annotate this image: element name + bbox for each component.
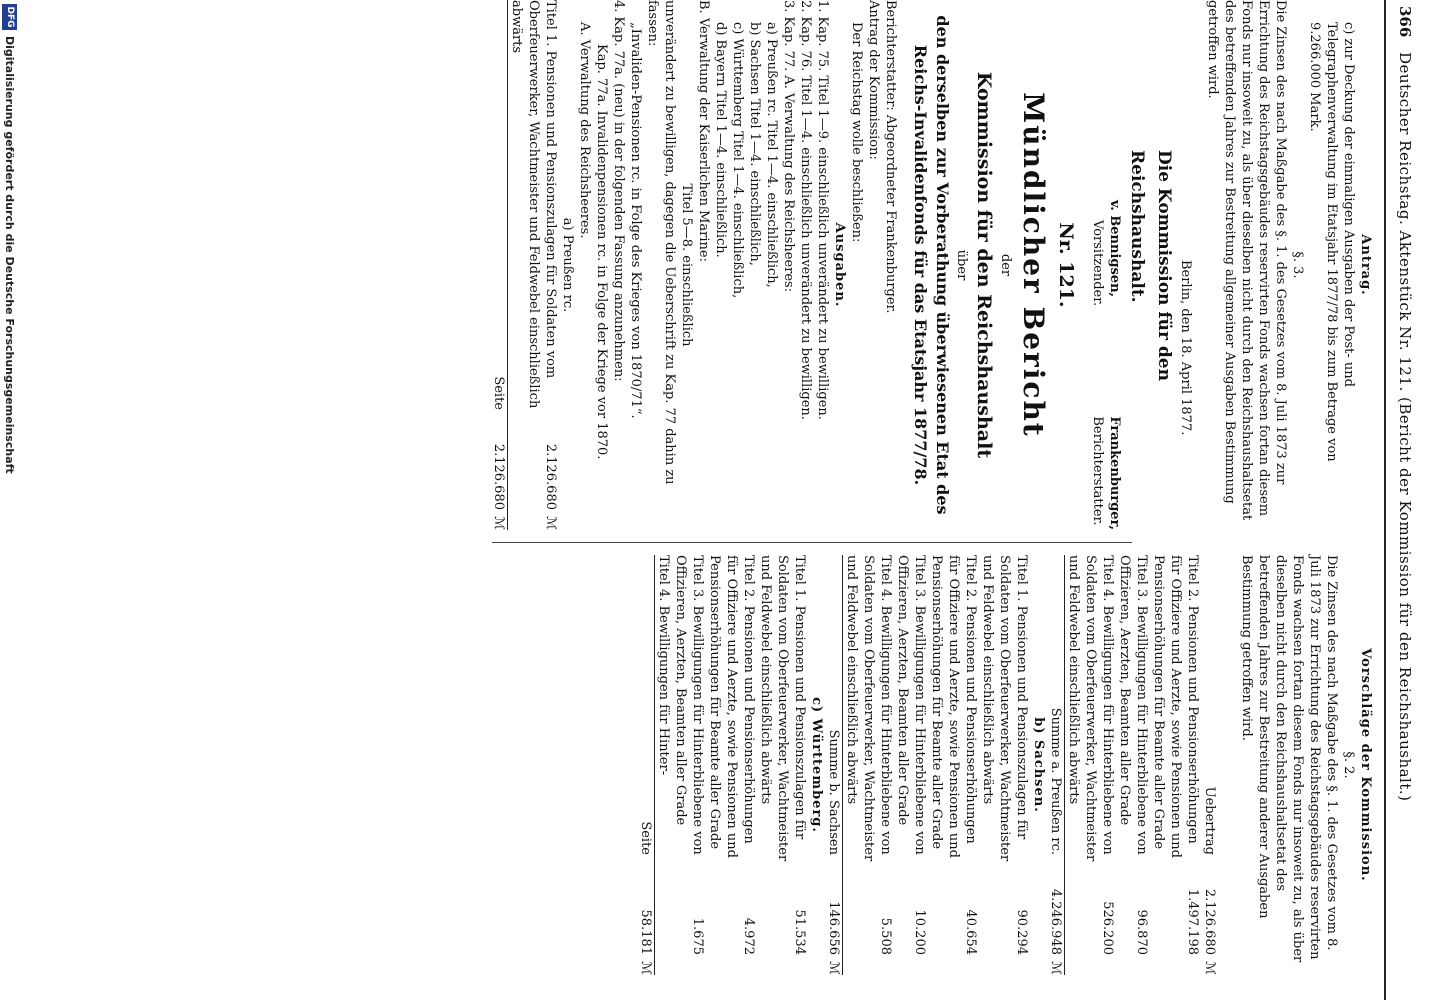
budget-entry (842, 555, 894, 975)
entry-text: Titel 2. Pensionen und Pensionserhöhungen für Offiziere und Aerzte, sowie Pensionen und Pensionserhöhungen für Beamte aller Grade (707, 555, 756, 858)
budget-subitem: a) Preußen rc. (560, 217, 575, 313)
summe-a-value: 4.246.948 (1048, 888, 1063, 955)
entry-value: 10.200 (912, 909, 927, 955)
para2-text: Die Zinsen des nach Maßgabe des §. 1. des Gesetzes vom 8. Juli 1873 zur Errichtung des Reichstagsgebäudes reservirten Fonds wachsen fortan diesem Fonds nur insoweit zu, als über dieselben nicht durch den Reichshaushaltsetat des betreffenden Jahres zur Bestreitung anderer Ausgaben Bestimmung getroffen wird. (1239, 555, 1339, 963)
rapporteur-signature (1089, 416, 1123, 530)
credit-text: Digitalisierung gefördert durch die Deutsche Forschungsgemeinschaft (3, 36, 16, 474)
ueber-word: über (954, 249, 969, 281)
reporter-line: Berichterstatter: Abgeordneter Frankenburger. (883, 0, 898, 314)
seite-value: 2.126.680 (491, 443, 506, 510)
unit-mark: ℳ (491, 516, 506, 530)
budget-entry (706, 555, 757, 975)
seite-row (637, 555, 654, 975)
entry-text: Titel 3. Bewilligungen für Hinterbliebene von Offizieren, Aerzten, Beamten aller Grade (1117, 555, 1149, 855)
entry-value (655, 865, 672, 955)
entry-text: Titel 2. Pensionen und Pensionserhöhungen für Offiziere und Aerzte, sowie Pensionen und Pensionserhöhungen für Beamte aller Grade (929, 555, 978, 858)
budget-item: 2. Kap. 76. Titel 1—4. einschließlich unverändert zu bewilligen. (798, 0, 813, 420)
unit-mark: ℳ (826, 961, 841, 975)
column-divider (492, 542, 1132, 543)
entry-value: 51.534 (792, 909, 807, 955)
summe-b-row (825, 555, 842, 975)
entry-text: Titel 4. Bewilligungen für Hinterbliebene von Soldaten vom Oberfeuerwerker, Wachtmeister und Feldwebel einschließlich abwärts (1066, 555, 1115, 862)
budget-entry (1116, 555, 1150, 975)
entry-value: 96.870 (1134, 909, 1149, 955)
summe-a-row (1047, 555, 1064, 975)
entry-text: Titel 2. Pensionen und Pensionserhöhungen für Offiziere und Aerzte, sowie Pensionen und Pensionserhöhungen für Beamte aller Grade (1151, 555, 1200, 858)
budget-entry (1064, 555, 1116, 975)
antrag-line: Antrag der Kommission: (866, 0, 881, 160)
seite-row (490, 0, 507, 530)
entry-text: Titel 1. Pensionen und Pensionszulagen für Soldaten vom Oberfeuerwerker, Wachtmeister und Feldwebel einschließlich abwärts (758, 555, 807, 862)
resolve-line: Der Reichstag wolle beschließen: (849, 22, 864, 243)
entry-value: 526.200 (1100, 901, 1115, 955)
report-title: Mündlicher Bericht (1017, 92, 1050, 438)
entry-value: 40.654 (963, 909, 978, 955)
budget-item: 4. Kap. 77a. (neu) in der folgenden Fassung anzunehmen: (611, 0, 626, 382)
sachsen-heading: b) Sachsen. (1031, 717, 1046, 813)
unit-mark: ℳ (1048, 961, 1063, 975)
item-c-text: c) zur Deckung der einmaligen Ausgaben der Post- und Telegraphenverwaltung im Etatsjahr 1877/78 bis zum Betrage von 9.266.000 Mark. (1307, 22, 1356, 462)
vorschlaege-heading: Vorschläge der Kommission. (1358, 648, 1373, 882)
budget-entry (1150, 555, 1201, 975)
summe-a-label: Summe a. Preußen rc. (1048, 707, 1063, 855)
right-column (84, 555, 1374, 975)
chair-role: Vorsitzender. (1090, 220, 1105, 307)
chair-name: v. Bennigsen, (1107, 200, 1122, 298)
header-rule (1384, 0, 1386, 1000)
unit-mark: ℳ (543, 516, 558, 530)
antrag-heading: Antrag. (1358, 234, 1373, 296)
summe-b-value: 146.656 (826, 901, 841, 955)
seite-label: Seite (638, 821, 653, 855)
budget-subitem: A. Verwaltung des Reichsheeres. (577, 22, 592, 239)
budget-item: 3. Kap. 77. A. Verwaltung des Reichsheeres: (781, 0, 796, 293)
titel1-value: 2.126.680 (543, 443, 558, 510)
titel1-row (507, 0, 559, 530)
budget-subitem: d) Bayern Titel 1—4. einschließlich. (713, 22, 728, 258)
budget-subitem: b) Sachsen Titel 1—4. einschließlich, (747, 22, 762, 266)
unit-mark: ℳ (638, 961, 653, 975)
dfg-logo: DFG (2, 4, 17, 30)
ausgaben-heading: Ausgaben. (832, 222, 847, 308)
entry-value: 1.497.198 (1185, 888, 1200, 955)
para3-heading: §. 3. (1290, 251, 1305, 279)
commission-title: Kommission für den Reichshaushalt (973, 71, 995, 459)
para3-text: Die Zinsen des nach Maßgabe des §. 1. des Gesetzes vom 8. Juli 1873 zur Errichtung des Reichstagsgebäudes reservirten Fonds wachsen fortan diesem Fonds nur insoweit zu, als über dieselben nicht durch den Reichshaushaltsetat des betreffenden Jahres zur Bestreitung allgemeiner Ausgaben Bestimmung getroffen wird. (1205, 0, 1288, 521)
rapporteur-role: Berichterstatter. (1090, 416, 1105, 526)
document-number: Nr. 121. (1055, 222, 1077, 308)
entry-text: Titel 3. Bewilligungen für Hinterbliebene von Offizieren, Aerzten, Beamten aller Grade (673, 555, 705, 855)
budget-item: „Invaliden-Pensionen rc. in Folge des Krieges von 1870/71“. (628, 22, 643, 419)
unit-mark: ℳ (1202, 961, 1217, 975)
signatures (1089, 0, 1123, 530)
page-number: 366 (1396, 6, 1414, 38)
summe-b-label: Summe b. Sachsen (826, 729, 841, 855)
budget-subitem: Titel 5—8. einschließlich (679, 183, 694, 347)
uebertrag-value: 2.126.680 (1202, 888, 1217, 955)
entry-value: 90.294 (1014, 909, 1029, 955)
seite-label: Seite (491, 376, 506, 410)
seite-value: 58.181 (638, 909, 653, 955)
entry-text: Titel 4. Bewilligungen für Hinter- (656, 555, 671, 776)
budget-item: B. Verwaltung der Kaiserlichen Marine: (696, 0, 711, 262)
page-header (1390, 0, 1414, 1000)
commission-line: Die Kommission für den Reichshaushalt. (1127, 150, 1174, 381)
digitization-credit (0, 0, 18, 1000)
para2-heading: §. 2. (1341, 751, 1356, 779)
budget-subitem: c) Württemberg Titel 1—4. einschließlich, (730, 22, 745, 299)
budget-entry (757, 555, 808, 975)
uebertrag-label: Uebertrag (1202, 786, 1217, 855)
entry-text: Titel 3. Bewilligungen für Hinterbliebene von Offizieren, Aerzten, Beamten aller Grade (895, 555, 927, 855)
entry-value: 1.675 (690, 917, 705, 955)
budget-subitem: a) Preußen rc. Titel 1—4. einschließlich, (764, 22, 779, 288)
report-subject: den derselben zur Vorberathung überwiesenen Etat des Reichs-Invalidenfonds für das Etatsjahr 1877/78. (911, 15, 952, 515)
entry-value: 5.508 (878, 917, 893, 955)
budget-entry (979, 555, 1030, 975)
budget-entry (672, 555, 706, 975)
budget-entry (654, 555, 672, 975)
titel1-text: Titel 1. Pensionen und Pensionszulagen für Soldaten vom Oberfeuerwerker, Wachtmeister und Feldwebel einschließlich abwärts (509, 0, 558, 409)
rapporteur-name: Frankenburger, (1107, 416, 1122, 530)
budget-item: 1. Kap. 75. Titel 1—9. einschließlich unverändert zu bewilligen. (815, 0, 830, 420)
entry-value: 4.972 (741, 917, 756, 955)
budget-entry (894, 555, 928, 975)
wuerttemberg-heading: c) Württemberg. (809, 697, 824, 833)
budget-item: unverändert zu bewilligen, dagegen die Ueberschrift zu Kap. 77 dahin zu fassen: (645, 0, 677, 485)
budget-subitem: Kap. 77a. Invalidenpensionen rc. in Folge der Kriege vor 1870. (594, 44, 609, 460)
left-column (84, 0, 1374, 530)
date-line: Berlin, den 18. April 1877. (1178, 260, 1193, 436)
uebertrag-row (1201, 555, 1218, 975)
entry-text: Titel 1. Pensionen und Pensionszulagen für Soldaten vom Oberfeuerwerker, Wachtmeister und Feldwebel einschließlich abwärts (980, 555, 1029, 862)
budget-entry (928, 555, 979, 975)
running-title: Deutscher Reichstag. Aktenstück Nr. 121. (Bericht der Kommission für den Reichshaushalt.) (1396, 52, 1414, 802)
chair-signature (1089, 200, 1123, 416)
entry-text: Titel 4. Bewilligungen für Hinterbliebene von Soldaten vom Oberfeuerwerker, Wachtmeister und Feldwebel einschließlich abwärts (844, 555, 893, 862)
der-word: der (998, 253, 1013, 277)
